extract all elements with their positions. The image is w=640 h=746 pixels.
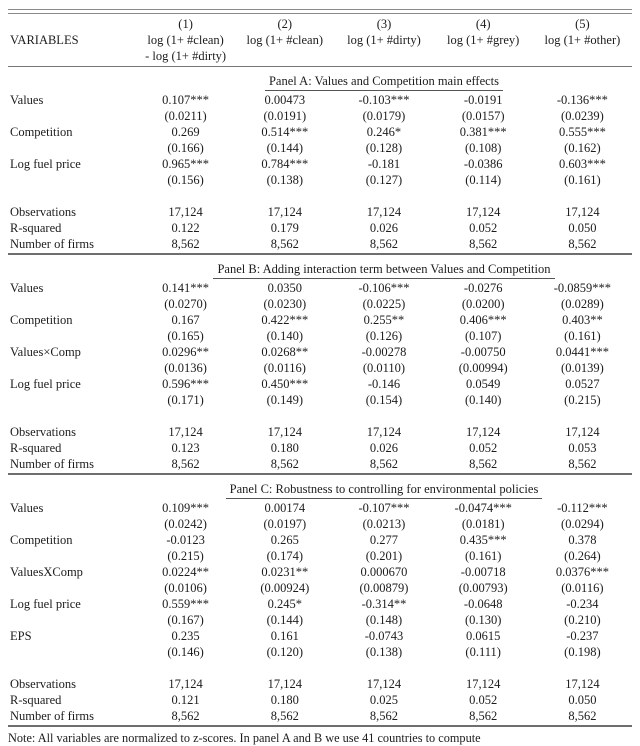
stat-value-cell: 8,562 — [469, 709, 498, 723]
stat-label: R-squared — [10, 693, 62, 707]
panels-container — [8, 73, 632, 727]
se-cell: (0.166) — [167, 141, 204, 155]
table-row — [8, 312, 632, 328]
panel-end-rule — [8, 473, 632, 475]
coef-cell: 0.235 — [171, 629, 200, 643]
coef-cell: 0.277 — [369, 533, 399, 547]
stat-value-cell: 8,562 — [568, 709, 597, 723]
coef-cell: 0.0376*** — [555, 565, 609, 579]
stat-value-cell: 0.180 — [270, 441, 299, 455]
stat-value-cell: 17,124 — [168, 677, 203, 691]
se-cell: (0.0181) — [461, 517, 505, 531]
coef-cell: 0.514*** — [261, 125, 309, 139]
stat-value-cell: 8,562 — [369, 237, 399, 251]
table-row — [8, 692, 632, 708]
se-cell: (0.00879) — [359, 581, 409, 595]
coef-cell: -0.0859*** — [553, 281, 612, 295]
table-row — [8, 236, 632, 252]
stat-value-cell: 17,124 — [565, 425, 600, 439]
stat-value-cell: 0.179 — [270, 221, 299, 235]
coef-cell: 0.784*** — [261, 157, 309, 171]
stat-label: Number of firms — [10, 709, 95, 723]
stat-value-cell: 0.122 — [171, 221, 200, 235]
se-cell: (0.0213) — [362, 517, 406, 531]
stat-value-cell: 0.026 — [369, 441, 399, 455]
coef-cell: 0.435*** — [459, 533, 507, 547]
se-cell: (0.174) — [266, 549, 304, 563]
table-row — [8, 296, 632, 312]
variable-label: ValuesXComp — [10, 565, 83, 579]
coef-cell: 0.403** — [562, 313, 603, 327]
coef-cell: 0.422*** — [261, 313, 309, 327]
coef-cell: -0.181 — [367, 157, 401, 171]
table-row — [8, 156, 632, 172]
stat-value-cell: 0.053 — [568, 441, 597, 455]
se-cell: (0.0106) — [164, 581, 207, 595]
column-number: (4) — [475, 17, 491, 31]
stat-value-cell: 17,124 — [168, 425, 203, 439]
coef-cell: -0.0474*** — [454, 501, 512, 515]
coef-cell: 0.450*** — [261, 377, 309, 391]
coef-cell: 0.0441*** — [555, 345, 609, 359]
table-row — [8, 220, 632, 236]
panel-end-rule — [8, 253, 632, 255]
se-cell: (0.154) — [365, 393, 403, 407]
se-cell: (0.171) — [167, 393, 204, 407]
table-row — [8, 644, 632, 660]
se-cell: (0.165) — [167, 329, 204, 343]
stat-label: Number of firms — [10, 237, 95, 251]
spacer-row — [8, 408, 632, 424]
se-cell: (0.201) — [365, 549, 403, 563]
se-cell: (0.215) — [564, 393, 601, 407]
table-row — [8, 360, 632, 376]
se-cell: (0.0197) — [263, 517, 307, 531]
coef-cell: -0.0648 — [463, 597, 503, 611]
se-cell: (0.215) — [167, 549, 204, 563]
se-cell: (0.0157) — [461, 109, 505, 123]
stat-value-cell: 17,124 — [267, 205, 302, 219]
stat-value-cell: 17,124 — [168, 205, 203, 219]
se-cell: (0.00793) — [458, 581, 508, 595]
table-row — [8, 612, 632, 628]
coef-cell: 0.109*** — [162, 501, 210, 515]
stat-value-cell: 0.050 — [568, 693, 597, 707]
variable-label: Log fuel price — [10, 157, 81, 171]
coef-cell: 0.141*** — [162, 281, 210, 295]
stat-label: Observations — [10, 677, 76, 691]
se-cell: (0.146) — [167, 645, 204, 659]
se-cell: (0.0270) — [164, 297, 207, 311]
panel-title-row — [8, 73, 632, 92]
table-row — [8, 440, 632, 456]
panel-end-rule — [8, 725, 632, 727]
se-cell: (0.161) — [564, 329, 601, 343]
dep-var-label-line2: - log (1+ #dirty) — [145, 49, 227, 63]
coef-cell: 0.107*** — [162, 93, 210, 107]
se-cell: (0.111) — [465, 645, 501, 659]
stat-value-cell: 17,124 — [466, 677, 501, 691]
stat-value-cell: 0.050 — [568, 221, 597, 235]
variable-label: Competition — [10, 533, 73, 547]
variable-label: Competition — [10, 125, 73, 139]
se-cell: (0.114) — [465, 173, 502, 187]
coef-cell: 0.378 — [568, 533, 597, 547]
stat-value-cell: 0.026 — [369, 221, 399, 235]
coef-cell: 0.406*** — [459, 313, 507, 327]
se-cell: (0.161) — [564, 173, 601, 187]
se-cell: (0.0139) — [561, 361, 604, 375]
coef-cell: 0.00174 — [264, 501, 306, 515]
coef-cell: 0.0231** — [261, 565, 309, 579]
coef-cell: 0.596*** — [162, 377, 210, 391]
stat-value-cell: 17,124 — [466, 425, 501, 439]
dep-var-row-2 — [8, 48, 632, 64]
spacer-row — [8, 660, 632, 676]
coef-cell: 0.555*** — [558, 125, 606, 139]
se-cell: (0.144) — [266, 613, 304, 627]
coef-cell: -0.00718 — [460, 565, 506, 579]
table-row — [8, 392, 632, 408]
se-cell: (0.0239) — [561, 109, 604, 123]
table-row — [8, 580, 632, 596]
stat-value-cell: 0.052 — [469, 221, 498, 235]
coef-cell: 0.965*** — [162, 157, 210, 171]
regression-table — [8, 0, 632, 746]
se-cell: (0.148) — [365, 613, 403, 627]
panel — [8, 73, 632, 255]
se-cell: (0.108) — [464, 141, 502, 155]
table-row — [8, 280, 632, 296]
se-cell: (0.198) — [564, 645, 601, 659]
se-cell: (0.00924) — [260, 581, 310, 595]
table-row — [8, 92, 632, 108]
stat-label: R-squared — [10, 221, 62, 235]
coef-cell: 0.0268** — [261, 345, 309, 359]
column-number: (2) — [277, 17, 293, 31]
se-cell: (0.167) — [167, 613, 204, 627]
table-row — [8, 628, 632, 644]
stat-value-cell: 8,562 — [568, 457, 597, 471]
table-row — [8, 344, 632, 360]
coef-cell: 0.000670 — [360, 565, 408, 579]
coef-cell: -0.0191 — [463, 93, 503, 107]
stat-value-cell: 17,124 — [366, 425, 402, 439]
coef-cell: -0.234 — [566, 597, 599, 611]
dep-var-label: log (1+ #clean) — [147, 33, 224, 47]
coef-cell: -0.00278 — [361, 345, 407, 359]
table-row — [8, 140, 632, 156]
dep-var-label: log (1+ #other) — [544, 33, 621, 47]
stat-value-cell: 0.121 — [171, 693, 200, 707]
table-row — [8, 548, 632, 564]
table-row — [8, 456, 632, 472]
stat-value-cell: 8,562 — [568, 237, 597, 251]
se-cell: (0.127) — [365, 173, 403, 187]
stat-label: Number of firms — [10, 457, 95, 471]
coef-cell: -0.0386 — [463, 157, 503, 171]
se-cell: (0.0179) — [362, 109, 406, 123]
se-cell: (0.0242) — [164, 517, 207, 531]
coef-cell: 0.269 — [171, 125, 200, 139]
stat-value-cell: 17,124 — [466, 205, 501, 219]
stat-value-cell: 17,124 — [267, 425, 302, 439]
coef-cell: -0.0123 — [166, 533, 205, 547]
coef-cell: -0.106*** — [358, 281, 410, 295]
stat-value-cell: 8,562 — [369, 457, 399, 471]
table-row — [8, 596, 632, 612]
stat-value-cell: 8,562 — [171, 237, 200, 251]
variable-label: Log fuel price — [10, 597, 81, 611]
coef-cell: 0.603*** — [558, 157, 606, 171]
se-cell: (0.0225) — [362, 297, 406, 311]
top-rule — [8, 9, 632, 14]
table-note: Note: All variables are normalized to z-scores. In panel A and B we use 41 countries to compute — [8, 731, 481, 745]
variable-label: Values×Comp — [10, 345, 81, 359]
coef-cell: -0.146 — [367, 377, 401, 391]
stat-value-cell: 0.052 — [469, 441, 498, 455]
table-row — [8, 124, 632, 140]
table-row — [8, 204, 632, 220]
variable-label: Values — [10, 281, 44, 295]
stat-value-cell: 17,124 — [565, 677, 600, 691]
stat-value-cell: 8,562 — [469, 237, 498, 251]
se-cell: (0.0294) — [561, 517, 604, 531]
coef-cell: 0.265 — [270, 533, 299, 547]
stat-value-cell: 0.025 — [369, 693, 399, 707]
stat-value-cell: 8,562 — [270, 457, 299, 471]
se-cell: (0.0200) — [461, 297, 505, 311]
se-cell: (0.144) — [266, 141, 304, 155]
table-row — [8, 172, 632, 188]
coef-cell: -0.237 — [566, 629, 599, 643]
stat-value-cell: 0.052 — [469, 693, 498, 707]
coef-cell: -0.00750 — [460, 345, 506, 359]
coef-cell: -0.136*** — [556, 93, 608, 107]
coef-cell: 0.167 — [171, 313, 200, 327]
table-row — [8, 376, 632, 392]
se-cell: (0.107) — [464, 329, 502, 343]
table-row — [8, 708, 632, 724]
table-row — [8, 676, 632, 692]
variable-label: Competition — [10, 313, 73, 327]
se-cell: (0.210) — [564, 613, 601, 627]
coef-cell: -0.0276 — [463, 281, 503, 295]
panel-title: Panel C: Robustness to controlling for environmental policies — [226, 481, 543, 499]
stat-label: Observations — [10, 425, 76, 439]
table-row — [8, 108, 632, 124]
se-cell: (0.161) — [464, 549, 502, 563]
se-cell: (0.0110) — [362, 361, 406, 375]
table-row — [8, 328, 632, 344]
table-row — [8, 424, 632, 440]
se-cell: (0.128) — [365, 141, 403, 155]
se-cell: (0.138) — [365, 645, 403, 659]
column-numbers-row — [8, 16, 632, 32]
coef-cell: 0.246* — [366, 125, 402, 139]
variable-label: EPS — [10, 629, 32, 643]
stat-value-cell: 0.180 — [270, 693, 299, 707]
stat-value-cell: 8,562 — [270, 709, 299, 723]
stat-value-cell: 17,124 — [267, 677, 302, 691]
coef-cell: 0.0350 — [267, 281, 302, 295]
se-cell: (0.126) — [365, 329, 403, 343]
panel-title-row — [8, 261, 632, 280]
stat-value-cell: 0.123 — [171, 441, 200, 455]
stat-label: Observations — [10, 205, 76, 219]
coef-cell: -0.314** — [361, 597, 407, 611]
header-rule — [8, 66, 632, 67]
coef-cell: 0.00473 — [264, 93, 306, 107]
panel — [8, 261, 632, 475]
se-cell: (0.264) — [564, 549, 601, 563]
stat-value-cell: 17,124 — [366, 205, 402, 219]
stat-label: R-squared — [10, 441, 62, 455]
table-row — [8, 516, 632, 532]
panel-title-row — [8, 481, 632, 500]
variable-label: Log fuel price — [10, 377, 81, 391]
coef-cell: 0.0549 — [466, 377, 501, 391]
se-cell: (0.149) — [266, 393, 304, 407]
variable-label: Values — [10, 93, 44, 107]
spacer-row — [8, 188, 632, 204]
se-cell: (0.00994) — [458, 361, 508, 375]
se-cell: (0.0136) — [164, 361, 207, 375]
se-cell: (0.130) — [464, 613, 502, 627]
coef-cell: 0.255** — [363, 313, 405, 327]
stat-value-cell: 17,124 — [366, 677, 402, 691]
dep-var-row — [8, 32, 632, 48]
coef-cell: 0.559*** — [162, 597, 210, 611]
stat-value-cell: 8,562 — [369, 709, 399, 723]
se-cell: (0.140) — [266, 329, 304, 343]
dep-var-label: log (1+ #grey) — [447, 33, 520, 47]
se-cell: (0.0289) — [561, 297, 604, 311]
se-cell: (0.156) — [167, 173, 204, 187]
stat-value-cell: 8,562 — [171, 457, 200, 471]
table-row — [8, 564, 632, 580]
table-header — [8, 16, 632, 64]
variables-header-label: VARIABLES — [10, 33, 79, 47]
column-number: (1) — [178, 17, 193, 31]
coef-cell: -0.112*** — [557, 501, 608, 515]
column-number: (3) — [376, 17, 392, 31]
stat-value-cell: 17,124 — [565, 205, 600, 219]
coef-cell: -0.107*** — [358, 501, 410, 515]
coef-cell: 0.0527 — [565, 377, 600, 391]
table-row — [8, 500, 632, 516]
stat-value-cell: 8,562 — [171, 709, 200, 723]
coef-cell: -0.103*** — [358, 93, 410, 107]
stat-value-cell: 8,562 — [469, 457, 498, 471]
coef-cell: -0.0743 — [364, 629, 404, 643]
se-cell: (0.120) — [266, 645, 304, 659]
dep-var-label: log (1+ #clean) — [246, 33, 324, 47]
se-cell: (0.0230) — [263, 297, 307, 311]
stat-value-cell: 8,562 — [270, 237, 299, 251]
coef-cell: 0.161 — [270, 629, 299, 643]
column-number: (5) — [575, 17, 590, 31]
panel-title: Panel A: Values and Competition main effects — [265, 73, 503, 91]
se-cell: (0.0191) — [263, 109, 307, 123]
panel — [8, 481, 632, 727]
coef-cell: 0.0224** — [162, 565, 210, 579]
table-row — [8, 532, 632, 548]
panel-title: Panel B: Adding interaction term between Values and Competition — [213, 261, 554, 279]
se-cell: (0.0211) — [164, 109, 207, 123]
se-cell: (0.0116) — [561, 581, 604, 595]
dep-var-label: log (1+ #dirty) — [347, 33, 421, 47]
se-cell: (0.138) — [266, 173, 304, 187]
variable-label: Values — [10, 501, 44, 515]
se-cell: (0.140) — [464, 393, 502, 407]
coef-cell: 0.0296** — [162, 345, 210, 359]
se-cell: (0.162) — [564, 141, 601, 155]
coef-cell: 0.381*** — [459, 125, 507, 139]
coef-cell: 0.245* — [267, 597, 302, 611]
se-cell: (0.0116) — [263, 361, 306, 375]
coef-cell: 0.0615 — [466, 629, 501, 643]
